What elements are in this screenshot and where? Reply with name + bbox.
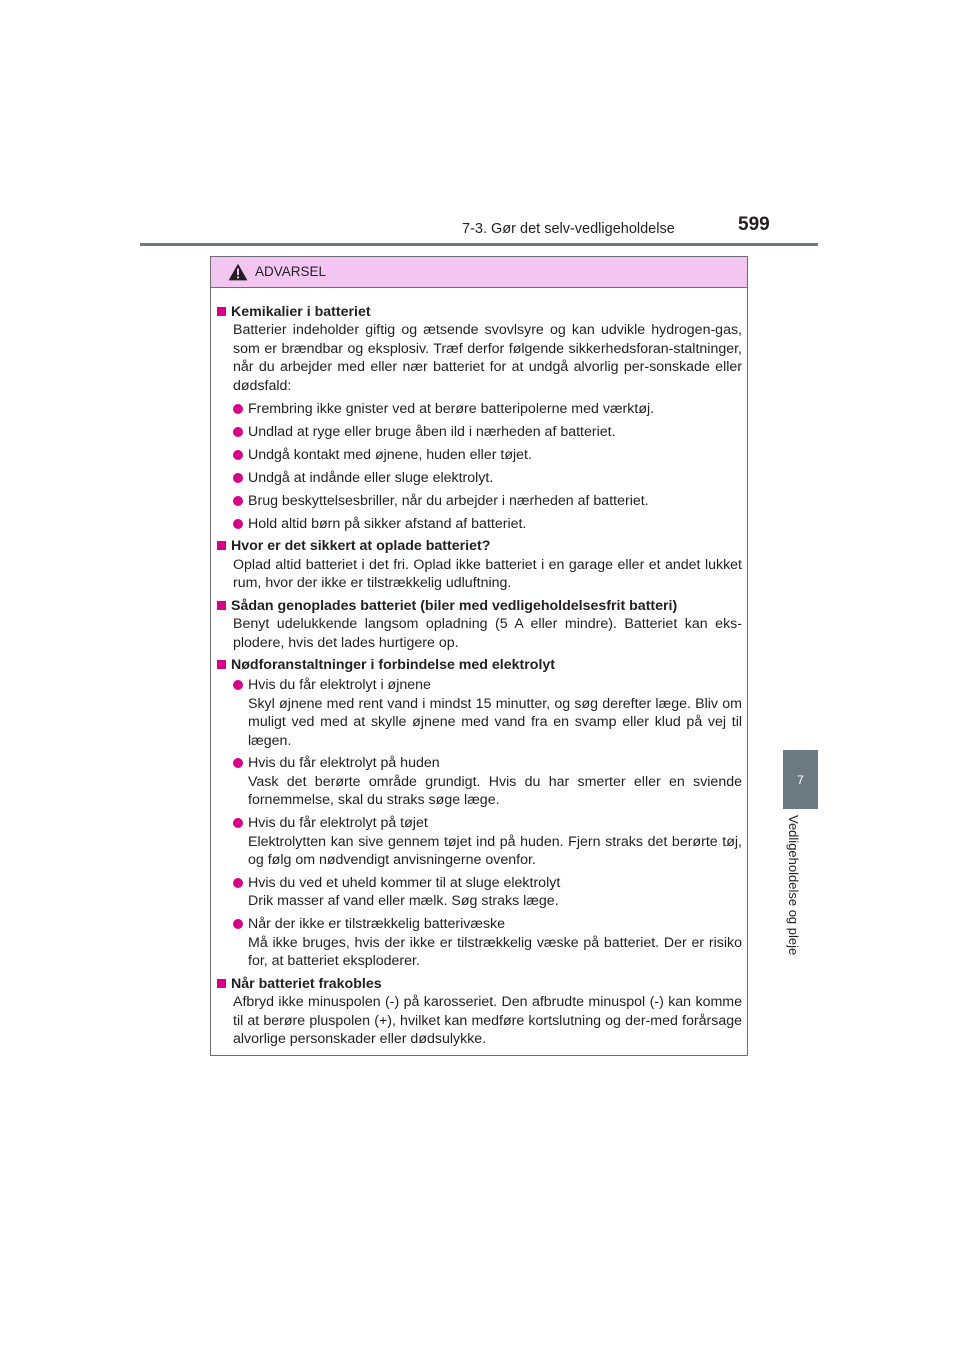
section-text: Benyt udelukkende langsom opladning (5 A eller mindre). Batteriet kan eks-plodere, hvis det lades hurtigere op.	[233, 616, 742, 651]
circle-bullet-icon	[233, 404, 243, 414]
section-where-to-charge	[216, 537, 742, 592]
square-bullet-icon	[217, 660, 226, 669]
warning-box	[210, 256, 748, 1056]
section-title: Hvor er det sikkert at oplade batteriet?	[216, 537, 742, 555]
list-item: Undlad at ryge eller bruge åben ild i nærheden af batteriet.	[233, 423, 742, 441]
circle-bullet-icon	[233, 818, 243, 828]
circle-bullet-icon	[233, 496, 243, 506]
circle-bullet-icon	[233, 680, 243, 690]
square-bullet-icon	[217, 307, 226, 316]
section-emergency-measures	[216, 656, 742, 971]
section-title: Nødforanstaltninger i forbindelse med elektrolyt	[216, 656, 742, 674]
section-disconnecting-battery	[216, 975, 742, 1049]
circle-bullet-icon	[233, 450, 243, 460]
circle-bullet-icon	[233, 519, 243, 529]
bullet-list	[233, 400, 742, 533]
circle-bullet-icon	[233, 758, 243, 768]
list-item: Hvis du får elektrolyt i øjnene Skyl øjnene med rent vand i mindst 15 minutter, og søg derefter læge. Bliv om muligt ved med at skylle øjnene med vand fra en svamp eller klud på vej til lægen.	[233, 676, 742, 750]
section-text: Afbryd ikke minuspolen (-) på karosseriet. Den afbrudte minuspol (-) kan komme til at berøre pluspolen (+), hvilket kan medføre kortslutning og der-med forårsage alvorlige personskader eller dødsulykke.	[233, 994, 742, 1048]
warning-label: ADVARSEL	[255, 264, 327, 279]
running-header-title: 7-3. Gør det selv-vedligeholdelse	[462, 221, 675, 237]
section-title: Sådan genoplades batteriet (biler med vedligeholdelsesfrit batteri)	[216, 597, 742, 615]
chapter-side-label: Vedligeholdelse og pleje	[786, 815, 801, 956]
bullet-list	[233, 676, 742, 970]
list-item: Hvis du får elektrolyt på huden Vask det berørte område grundigt. Hvis du har smerter eller en sviende fornemmelse, skal du straks søge læge.	[233, 754, 742, 809]
chapter-tab	[783, 750, 818, 809]
list-item: Når der ikke er tilstrækkelig batterivæske Må ikke bruges, hvis der ikke er tilstrækkelig væske på batteriet. Der er risiko for, at batteriet eksploderer.	[233, 915, 742, 970]
list-item: Undgå at indånde eller sluge elektrolyt.	[233, 469, 742, 487]
section-text: Oplad altid batteriet i det fri. Oplad ikke batteriet i en garage eller et andet lukket rum, hvor der ikke er tilstrækkelig udluftning.	[233, 556, 742, 592]
circle-bullet-icon	[233, 427, 243, 437]
section-title: Kemikalier i batteriet	[216, 303, 742, 321]
square-bullet-icon	[217, 979, 226, 988]
section-how-to-recharge	[216, 597, 742, 652]
page-number: 599	[738, 214, 770, 235]
circle-bullet-icon	[233, 919, 243, 929]
section-battery-chemicals	[216, 303, 742, 533]
list-item: Hvis du får elektrolyt på tøjet Elektrolytten kan sive gennem tøjet ind på huden. Fjern straks det berørte tøj, og følg om nødvendigt anvisningerne ovenfor.	[233, 814, 742, 869]
list-item: Frembring ikke gnister ved at berøre batteripolerne med værktøj.	[233, 400, 742, 418]
warning-triangle-icon	[228, 263, 248, 281]
list-item: Brug beskyttelsesbriller, når du arbejder i nærheden af batteriet.	[233, 492, 742, 510]
list-item: Undgå kontakt med øjnene, huden eller tøjet.	[233, 446, 742, 464]
list-item: Hold altid børn på sikker afstand af batteriet.	[233, 515, 742, 533]
warning-header	[211, 257, 747, 288]
square-bullet-icon	[217, 541, 226, 550]
list-item: Hvis du ved et uheld kommer til at sluge elektrolyt Drik masser af vand eller mælk. Søg straks læge.	[233, 874, 742, 911]
section-text: Batterier indeholder giftig og ætsende svovlsyre og kan udvikle hydrogen-gas, som er brændbar og eksplosiv. Træf derfor følgende sikkerhedsforan-staltninger, når du arbejder med eller nær batteriet for at undgå alvorlig per-sonskade eller dødsfald:	[233, 322, 742, 394]
header-rule	[140, 243, 818, 246]
circle-bullet-icon	[233, 473, 243, 483]
section-title: Når batteriet frakobles	[216, 975, 742, 993]
warning-body	[211, 288, 747, 1049]
circle-bullet-icon	[233, 878, 243, 888]
chapter-number: 7	[797, 772, 804, 787]
square-bullet-icon	[217, 601, 226, 610]
